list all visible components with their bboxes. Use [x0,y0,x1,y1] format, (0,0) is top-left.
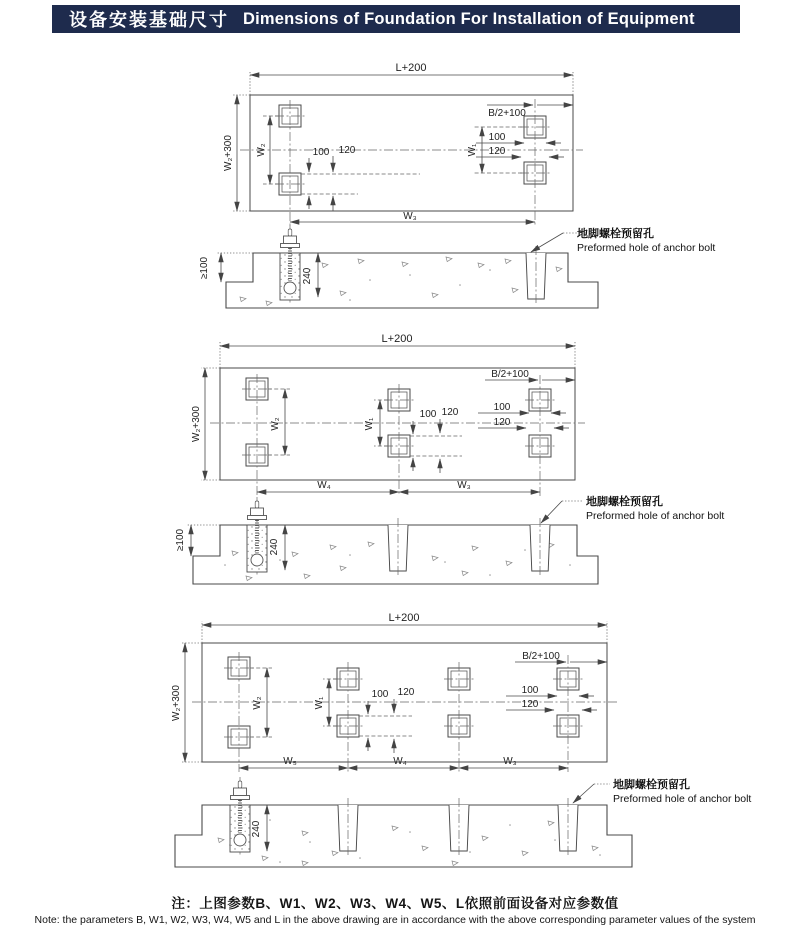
callout-en: Preformed hole of anchor bolt [586,510,725,522]
dim-l200: L+200 [395,62,427,74]
preformed-hole [530,518,550,576]
dim-100: 100 [493,402,511,413]
dim-l200: L+200 [381,333,413,345]
dim-240: 240 [302,267,313,285]
callout-en: Preformed hole of anchor bolt [577,242,716,254]
preformed-hole [449,798,469,856]
dim-120: 120 [441,407,459,418]
callout-zh: 地脚螺栓预留孔 [577,228,654,240]
anchor-bolt [280,225,300,305]
dim-b2-100: B/2+100 [491,369,529,380]
dim-w3: W₃ [457,480,471,491]
section-view-3 [175,777,751,867]
header-bar [52,5,740,33]
dim-w2: W₂ [252,696,263,710]
note-zh: 注：上图参数B、W1、W2、W3、W4、W5、L依照前面设备对应参数值 [171,896,619,911]
preformed-hole [558,798,578,856]
callout-en: Preformed hole of anchor bolt [613,793,752,805]
dim-120: 120 [397,687,415,698]
figure-1-foundation-drawing [0,50,790,325]
dim-100: 100 [312,147,330,158]
dim-100: 100 [371,689,389,700]
dimension-lines [201,342,575,492]
dim-ge100: ≥100 [175,528,186,552]
dim-100: 100 [419,409,437,420]
dim-120: 120 [338,145,356,156]
plan-view-3 [171,612,617,772]
plan-view-2 [191,333,585,496]
dim-100: 100 [488,132,506,143]
dim-w2-300: W₂+300 [191,406,202,442]
callout-zh: 地脚螺栓预留孔 [586,496,663,508]
dim-l200: L+200 [388,612,420,624]
dim-w3: W₃ [403,211,417,222]
dim-120: 120 [493,417,511,428]
dim-w4: W₄ [393,756,407,767]
dim-w4: W₄ [317,480,331,491]
dim-100: 100 [521,685,539,696]
note-en: Note: the parameters B, W1, W2, W3, W4, W5 and L in the above drawing are in accordance with the above corresponding parameter values of the system [34,914,756,926]
section-view-2 [175,494,724,584]
footer-note [0,892,790,926]
dimension-lines [233,71,573,222]
preformed-hole [338,798,358,856]
dim-w5: W₅ [283,756,297,767]
dim-w1: W₁ [314,696,325,710]
dim-w2-300: W₂+300 [171,685,182,721]
preformed-hole [526,246,546,304]
header-title-en: Dimensions of Foundation For Installation of Equipment [243,9,695,28]
anchor-bolt [230,777,250,857]
dim-240: 240 [269,538,280,556]
dim-w2-300: W₂+300 [223,135,234,171]
plan-view-1 [223,62,583,226]
header-title-zh: 设备安装基础尺寸 [69,10,229,30]
dim-w2: W₂ [256,143,267,157]
dim-w1: W₁ [467,143,478,157]
preformed-hole [388,518,408,576]
dim-240: 240 [251,820,262,838]
section-view-1 [199,225,715,308]
figure-2-foundation-drawing [0,325,790,605]
callout-zh: 地脚螺栓预留孔 [613,779,690,791]
dim-ge100: ≥100 [199,256,210,280]
dim-w1: W₁ [364,417,375,431]
dim-120: 120 [488,146,506,157]
anchor-bolt [247,497,267,577]
figure-3-foundation-drawing [0,605,790,905]
dim-b2-100: B/2+100 [522,651,560,662]
dim-b2-100: B/2+100 [488,108,526,119]
dim-w3: W₃ [503,756,517,767]
dim-w2: W₂ [270,417,281,431]
dim-120: 120 [521,699,539,710]
